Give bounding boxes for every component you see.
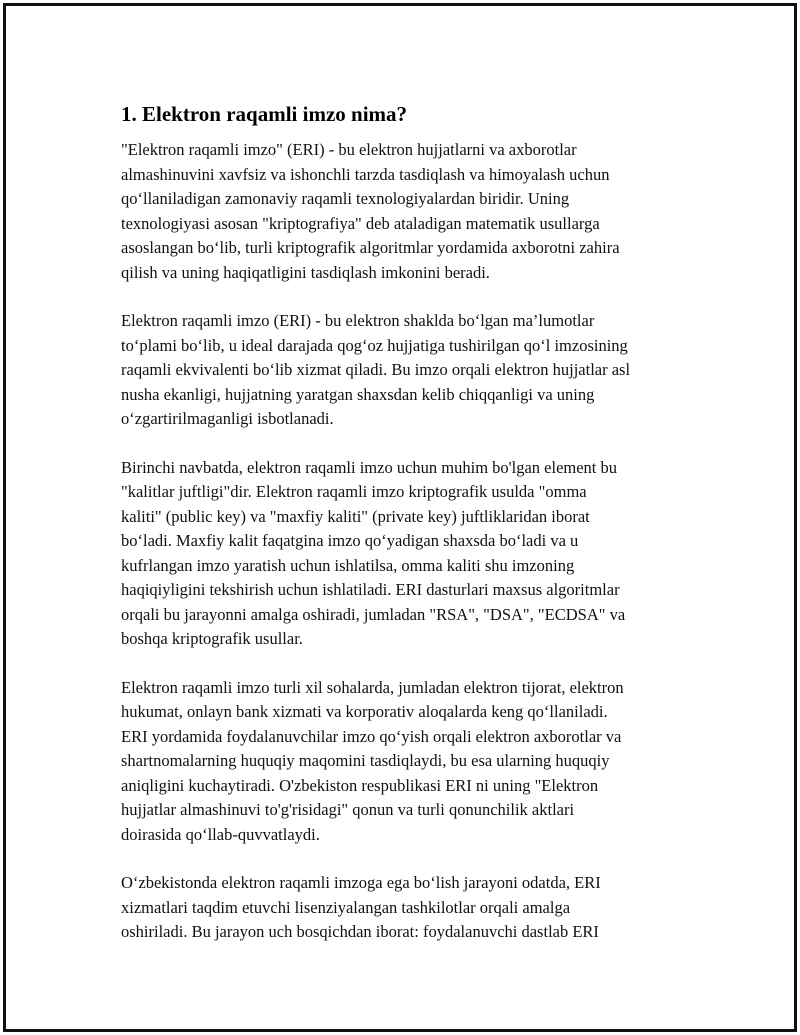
text-line: qo‘llaniladigan zamonaviy raqamli texnologiyalardan biridir. Uning [121, 189, 570, 208]
text-line: qilish va uning haqiqatligini tasdiqlash imkonini beradi. [121, 262, 490, 282]
body-paragraph [121, 309, 697, 432]
body-paragraph [121, 456, 697, 652]
text-line: texnologiyasi asosan "kriptografiya" deb ataladigan matematik usullarga [121, 213, 600, 233]
text-line: orqali bu jarayonni amalga oshiradi, jumladan "RSA", "DSA", "ECDSA" va [121, 604, 626, 624]
text-line: O‘zbekistonda elektron raqamli imzoga ega bo‘lish jarayoni odatda, ERI [121, 873, 601, 892]
body-paragraph [121, 871, 697, 945]
text-line: "kalitlar juftligi"dir. Elektron raqamli imzo kriptografik usulda "omma [121, 482, 587, 501]
text-line: to‘plami bo‘lib, u ideal darajada qog‘oz hujjatiga tushirilgan qo‘l imzosining [121, 335, 628, 355]
paragraph-list [121, 138, 697, 945]
text-line: hukumat, onlayn bank xizmati va korporativ aloqalarda keng qo‘llaniladi. [121, 702, 608, 721]
text-line: almashinuvini xavfsiz va ishonchli tarzda tasdiqlash va himoyalash uchun [121, 164, 610, 184]
text-line: hujjatlar almashinuvi to'g'risidagi" qonun va turli qonunchilik aktlari [121, 800, 575, 819]
text-line: o‘zgartirilmaganligi isbotlanadi. [121, 409, 334, 428]
text-line: nusha ekanligi, hujjatning yaratgan shaxsdan kelib chiqqanligi va uning [121, 384, 595, 404]
document-content [121, 100, 697, 969]
text-line: xizmatlari taqdim etuvchi lisenziyalangan tashkilotlar orqali amalga [121, 897, 571, 917]
text-line: Elektron raqamli imzo (ERI) - bu elektron shaklda bo‘lgan ma’lumotlar [121, 311, 595, 330]
text-line: asoslangan bo‘lib, turli kriptografik algoritmlar yordamida axborotni zahira [121, 238, 620, 257]
text-line: doirasida qo‘llab-quvvatlaydi. [121, 824, 320, 844]
body-paragraph [121, 138, 697, 285]
text-line: Birinchi navbatda, elektron raqamli imzo uchun muhim bo'lgan element bu [121, 457, 618, 477]
document-page [3, 3, 797, 1032]
text-line: kufrlangan imzo yaratish uchun ishlatilsa, omma kaliti shu imzoning [121, 555, 575, 575]
text-line: aniqligini kuchaytiradi. O'zbekiston respublikasi ERI ni uning "Elektron [121, 775, 599, 795]
text-line: ERI yordamida foydalanuvchilar imzo qo‘yish orqali elektron axborotlar va [121, 726, 622, 746]
text-line: raqamli ekvivalenti bo‘lib xizmat qiladi. Bu imzo orqali elektron hujjatlar asl [121, 360, 631, 379]
text-line: oshiriladi. Bu jarayon uch bosqichdan iborat: foydalanuvchi dastlab ERI [121, 922, 599, 941]
text-line: haqiqiyligini tekshirish uchun ishlatiladi. ERI dasturlari maxsus algoritmlar [121, 580, 620, 599]
text-line: "Elektron raqamli imzo" (ERI) - bu elektron hujjatlarni va axborotlar [121, 140, 577, 159]
text-line: boshqa kriptografik usullar. [121, 629, 303, 648]
text-line: Elektron raqamli imzo turli xil sohalarda, jumladan elektron tijorat, elektron [121, 677, 624, 697]
body-paragraph [121, 676, 697, 848]
text-line: shartnomalarning huquqiy maqomini tasdiqlaydi, bu esa ularning huquqiy [121, 751, 610, 770]
text-line: kaliti" (public key) va "maxfiy kaliti" (private key) juftliklaridan iborat [121, 506, 590, 526]
text-line: bo‘ladi. Maxfiy kalit faqatgina imzo qo‘yadigan shaxsda bo‘ladi va u [121, 531, 579, 550]
section-title: 1. Elektron raqamli imzo nima? [121, 102, 408, 126]
